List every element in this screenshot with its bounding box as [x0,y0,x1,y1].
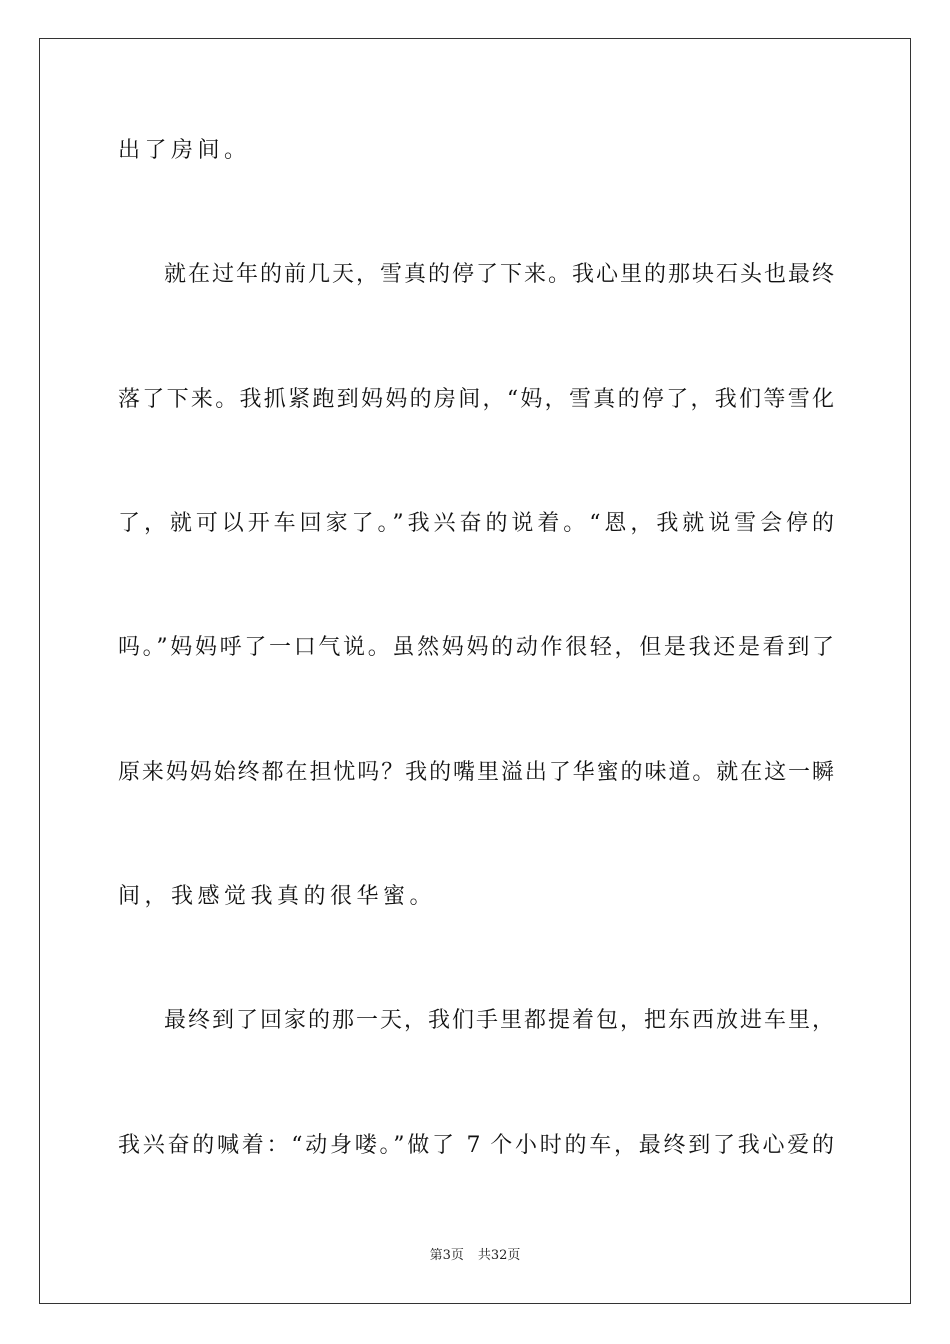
page-total: 共32页 [477,1248,521,1263]
page-number: 第3页 [429,1248,464,1263]
page-border [39,38,911,1304]
page-footer [0,1247,950,1265]
text-line-5: 吗。”妈妈呼了一口气说。虽然妈妈的动作很轻，但是我还是看到了 [118,635,834,660]
text-line-6: 原来妈妈始终都在担忧吗？我的嘴里溢出了华蜜的味道。就在这一瞬 [118,760,834,785]
text-line-2: 就在过年的前几天，雪真的停了下来。我心里的那块石头也最终 [164,262,834,287]
text-line-1: 出了房间。 [118,138,251,163]
text-line-3: 落了下来。我抓紧跑到妈妈的房间，“妈，雪真的停了，我们等雪化 [118,387,834,412]
text-line-4: 了，就可以开车回家了。”我兴奋的说着。“恩，我就说雪会停的 [118,511,834,536]
text-line-9: 我兴奋的喊着：“动身喽。”做了 7 个小时的车，最终到了我心爱的 [118,1133,834,1158]
text-line-8: 最终到了回家的那一天，我们手里都提着包，把东西放进车里， [164,1008,834,1033]
text-line-7: 间，我感觉我真的很华蜜。 [118,884,437,909]
